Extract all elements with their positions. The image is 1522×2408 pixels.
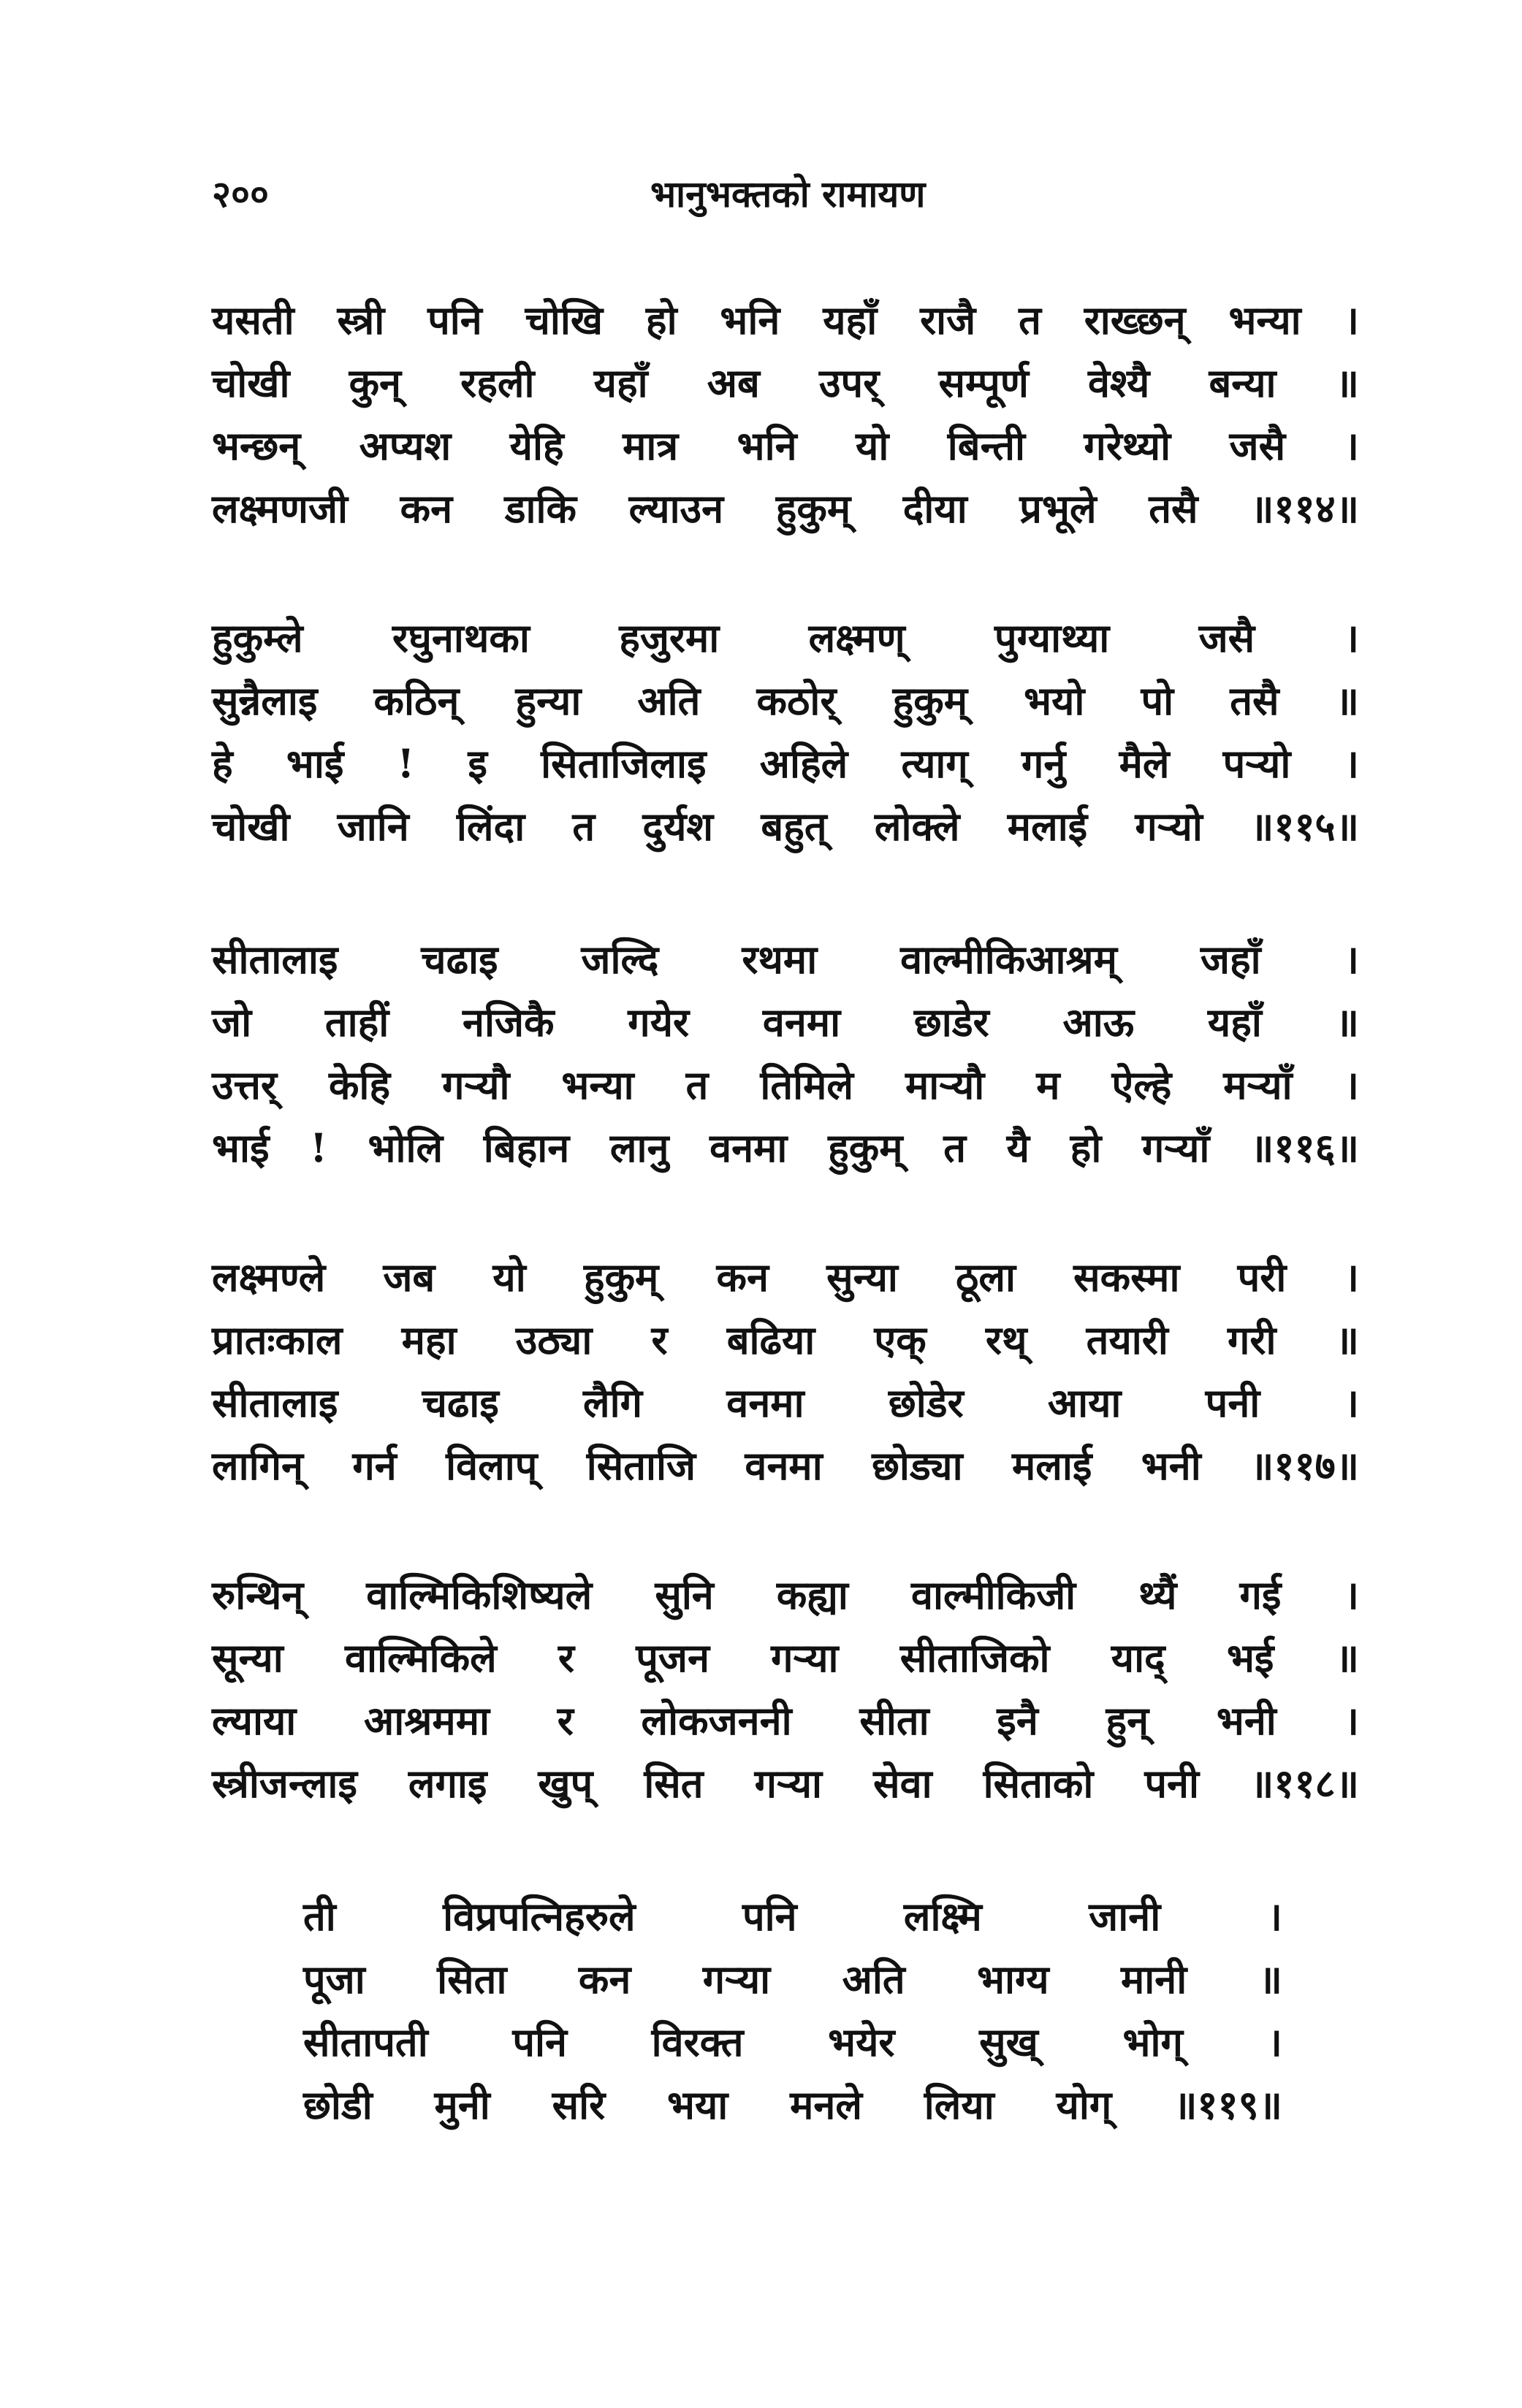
- verse-line: लक्ष्मण्ले जब यो हुकुम् कन सुन्या ठूला सकस्मा परी ।: [212, 1254, 1359, 1300]
- stanza-117: [212, 1246, 1359, 1497]
- verse-line: सीतापती पनि विरक्त भयेर सुख् भोग् ।: [303, 2019, 1282, 2065]
- book-title: भानुभक्तको रामायण: [650, 172, 926, 216]
- verse-line: भन्छन् अप्यश येहि मात्र भनि यो बिन्ती गरेथ्यो जसै ।: [212, 422, 1359, 469]
- stanza-116: [212, 928, 1359, 1179]
- verse-line: ल्याया आश्रममा र लोकजननी सीता इनै हुन् भनी ।: [212, 1697, 1359, 1744]
- verse-line: छोडी मुनी सरि भया मनले लिया योग् ॥११९॥: [303, 2081, 1282, 2128]
- page-number: २००: [212, 172, 269, 216]
- verse-line: लागिन् गर्न विलाप् सिताजि वनमा छोड्या मलाई भनी ॥११७॥: [212, 1442, 1359, 1489]
- verse-line: पूजा सिता कन गर्‍या अति भाग्य मानी ॥: [303, 1956, 1282, 2003]
- page-header: [212, 168, 1352, 226]
- verse-line: उत्तर् केहि गर्‍यौ भन्या त तिमिले मार्‍यौ म ऐल्हे मर्‍याँ ।: [212, 1062, 1359, 1108]
- verse-line: सून्या वाल्मिकिले र पूजन गर्‍या सीताजिको याद् भई ॥: [212, 1634, 1359, 1681]
- verse-line: हे भाई ! इ सिताजिलाइ अहिले त्याग् गर्नु मैले पर्‍यो ।: [212, 740, 1359, 787]
- verse-line: स्त्रीजन्लाइ लगाइ खुप् सित गर्‍या सेवा सिताको पनी ॥११८॥: [212, 1760, 1359, 1807]
- verse-line: ती विप्रपत्निहरुले पनि लक्ष्मि जानी ।: [303, 1893, 1282, 1940]
- verse-line: यसती स्त्री पनि चोखि हो भनि यहाँ राजै त राख्छन् भन्या ।: [212, 297, 1359, 343]
- verse-line: चोखी कुन् रहली यहाँ अब उपर् सम्पूर्ण वेश्यै बन्या ॥: [212, 359, 1359, 406]
- verse-line: सीतालाइ चढाइ लैगि वनमा छोडेर आया पनी ।: [212, 1379, 1359, 1426]
- verse-line: रुन्थिन् वाल्मिकिशिष्यले सुनि कह्या वाल्मीकिजी थ्यैं गई ।: [212, 1571, 1359, 1618]
- verse-line: हुकुम्ले रघुनाथका हजुरमा लक्ष्मण् पुग्याथ्या जसै ।: [212, 614, 1359, 661]
- stanza-119: [303, 1885, 1282, 2136]
- verse-line: लक्ष्मणजी कन डाकि ल्याउन हुकुम् दीया प्रभूले तसै ॥११४॥: [212, 485, 1359, 532]
- stanza-114: [212, 289, 1359, 540]
- verse-line: सुन्नैलाइ कठिन् हुन्या अति कठोर् हुकुम् भयो पो तसै ॥: [212, 677, 1359, 724]
- verse-line: सीतालाइ चढाइ जल्दि रथमा वाल्मीकिआश्रम् जहाँ ।: [212, 936, 1359, 983]
- verse-line: जो ताहीं नजिकै गयेर वनमा छाडेर आऊ यहाँ ॥: [212, 999, 1359, 1045]
- stanza-118: [212, 1563, 1359, 1815]
- verse-line: भाई ! भोलि बिहान लानु वनमा हुकुम् त यै हो गर्‍याँ ॥११६॥: [212, 1124, 1359, 1171]
- verse-line: प्रातःकाल महा उठ्या र बढिया एक् रथ् तयारी गरी ॥: [212, 1317, 1359, 1363]
- stanza-115: [212, 606, 1359, 858]
- verse-line: चोखी जानि लिंदा त दुर्यश बहुत् लोक्ले मलाई गर्‍यो ॥११५॥: [212, 803, 1359, 850]
